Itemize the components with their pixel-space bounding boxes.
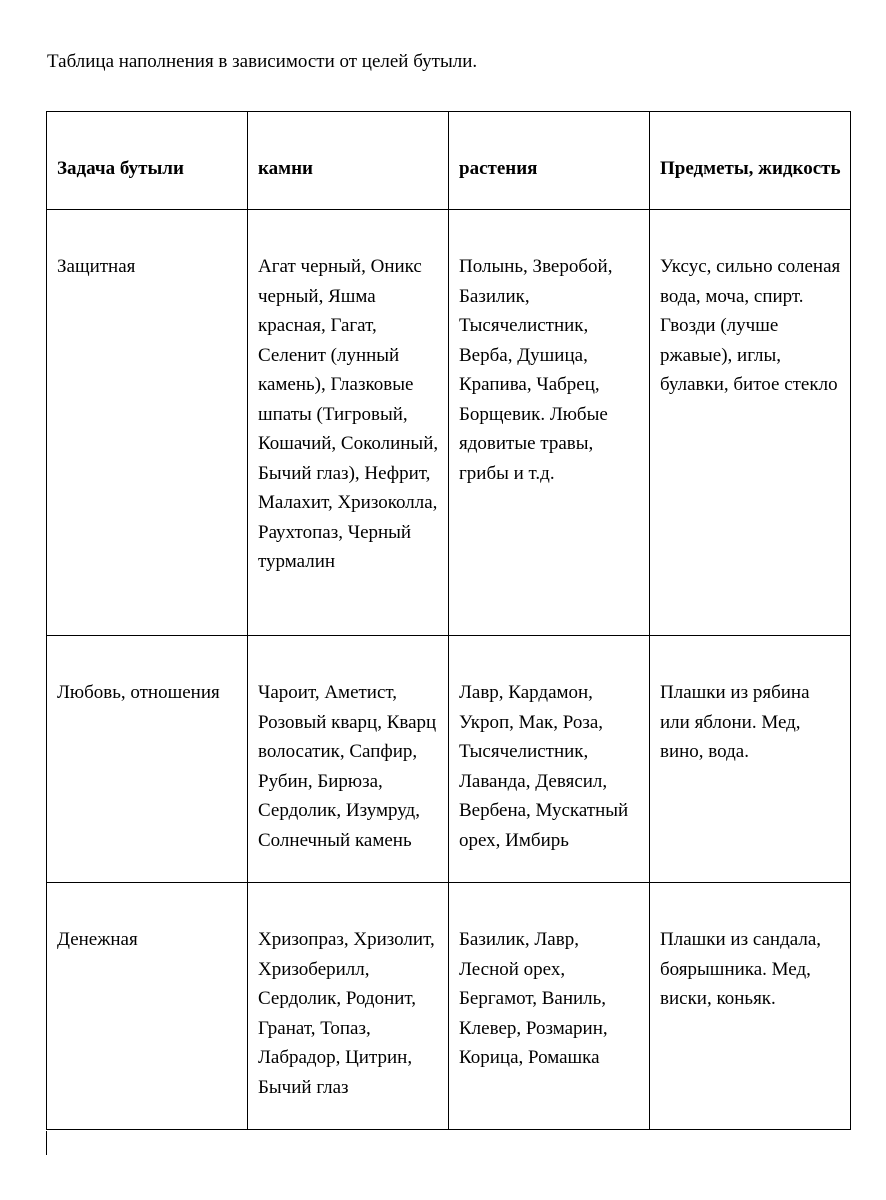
cell-purpose: Защитная <box>47 210 248 636</box>
table-row <box>47 636 851 883</box>
cell-purpose: Денежная <box>47 883 248 1130</box>
header-plants: растения <box>449 112 650 210</box>
cell-items: Плашки из сандала, боярышника. Мед, виски, коньяк. <box>650 883 851 1130</box>
table-row <box>47 210 851 636</box>
cell-purpose: Любовь, отношения <box>47 636 248 883</box>
cell-plants: Лавр, Кардамон, Укроп, Мак, Роза, Тысячелистник, Лаванда, Девясил, Вербена, Мускатный орех, Имбирь <box>449 636 650 883</box>
cell-stones: Агат черный, Оникс черный, Яшма красная, Гагат, Селенит (лунный камень), Глазковые шпаты (Тигровый, Кошачий, Соколиный, Бычий глаз), Нефрит, Малахит, Хризоколла, Раухтопаз, Черный турмалин <box>248 210 449 636</box>
filling-table <box>46 111 851 1130</box>
header-items: Предметы, жидкость <box>650 112 851 210</box>
header-stones: камни <box>248 112 449 210</box>
page-edge-line <box>46 1131 47 1155</box>
cell-items: Уксус, сильно соленая вода, моча, спирт. Гвозди (лучше ржавые), иглы, булавки, битое стекло <box>650 210 851 636</box>
header-purpose: Задача бутыли <box>47 112 248 210</box>
cell-plants: Полынь, Зверобой, Базилик, Тысячелистник, Верба, Душица, Крапива, Чабрец, Борщевик. Любые ядовитые травы, грибы и т.д. <box>449 210 650 636</box>
cell-items: Плашки из рябина или яблони. Мед, вино, вода. <box>650 636 851 883</box>
table-row <box>47 883 851 1130</box>
document-title: Таблица наполнения в зависимости от целей бутыли. <box>47 51 478 72</box>
cell-plants: Базилик, Лавр, Лесной орех, Бергамот, Ваниль, Клевер, Розмарин, Корица, Ромашка <box>449 883 650 1130</box>
cell-stones: Чароит, Аметист, Розовый кварц, Кварц волосатик, Сапфир, Рубин, Бирюза, Сердолик, Изумруд, Солнечный камень <box>248 636 449 883</box>
cell-stones: Хризопраз, Хризолит, Хризоберилл, Сердолик, Родонит, Гранат, Топаз, Лабрадор, Цитрин, Бычий глаз <box>248 883 449 1130</box>
table-header-row <box>47 112 851 210</box>
